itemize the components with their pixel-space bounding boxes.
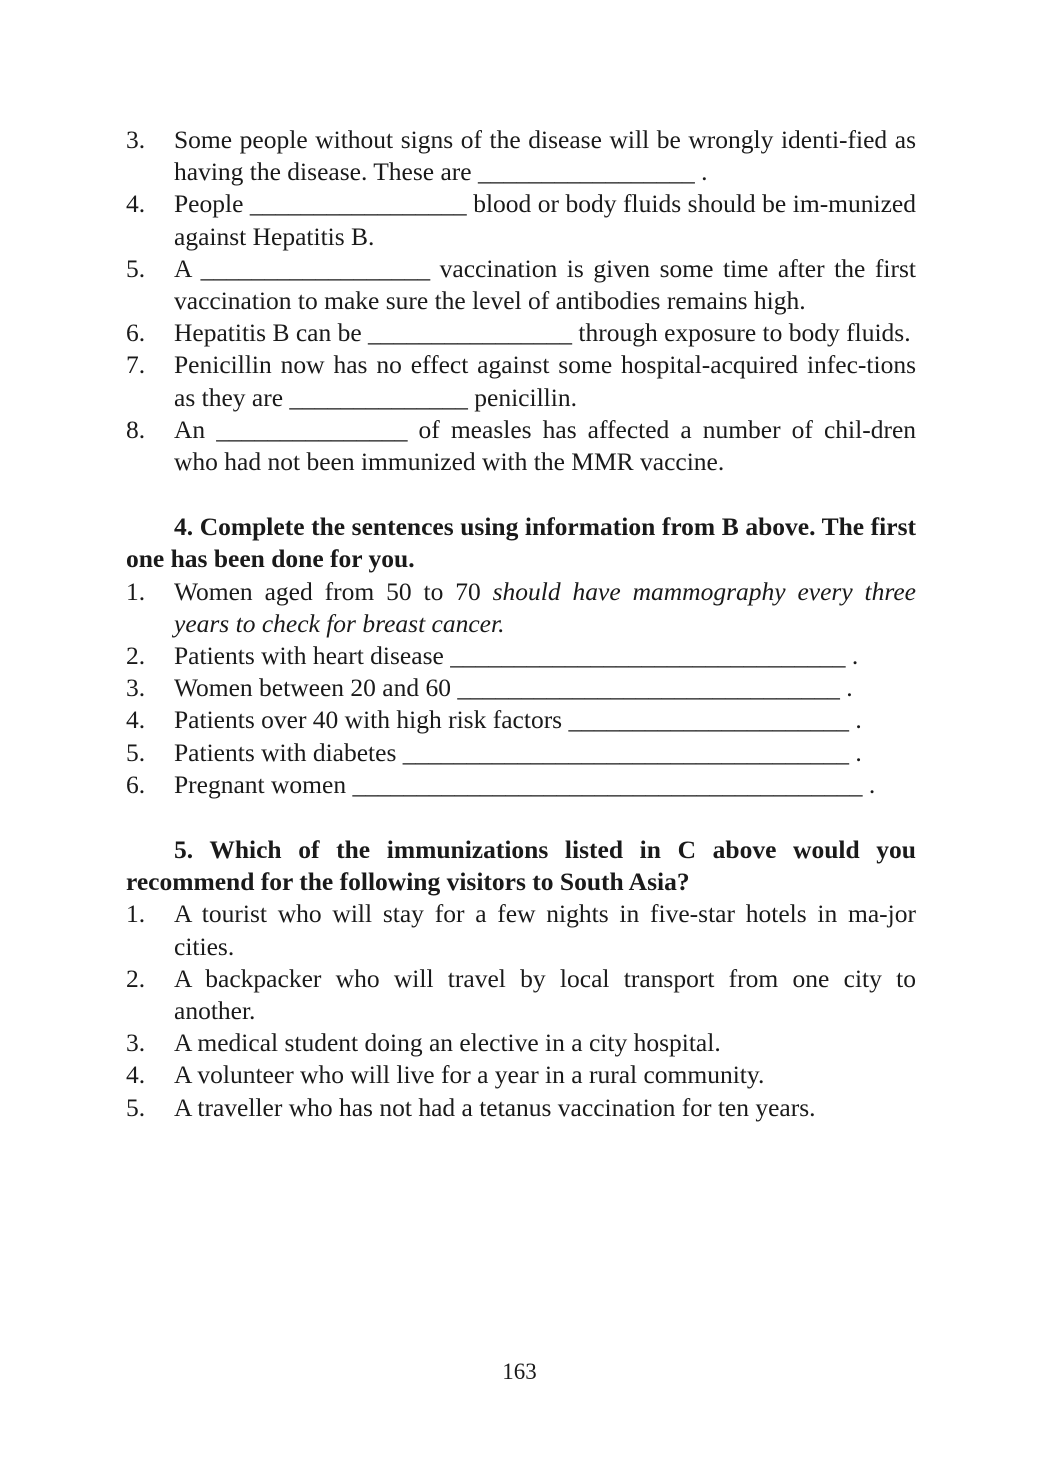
list-item (126, 769, 916, 801)
list-item (126, 963, 916, 1027)
list-item (126, 1027, 916, 1059)
item-number: 4. (126, 705, 146, 735)
list-item (126, 349, 916, 413)
list-item (126, 188, 916, 252)
blank-line: ___________________________________ . (402, 737, 862, 767)
item-number: 5. (126, 1092, 146, 1122)
item-number: 4. (126, 189, 146, 219)
blank-line: _________________ (249, 189, 467, 219)
example-answer: should have mammography every three years to check for breast cancer. (174, 576, 917, 638)
blank-line: ______________________ . (568, 705, 862, 735)
item-number: 2. (126, 963, 146, 993)
list-item (126, 704, 916, 736)
list-item (126, 672, 916, 704)
exercise-4-heading: 4. Complete the sentences using information from B above. The first one has been done for you. (126, 512, 916, 574)
blank-line: _________________ (478, 157, 695, 187)
blank-line: ______________________________ . (457, 673, 853, 703)
item-number: 5. (126, 737, 146, 767)
item-number: 3. (126, 125, 146, 154)
item-text: A __________________ vaccination is given some time after the first vaccination to make sure the level of antibodies remains high. (174, 253, 916, 316)
item-number: 3. (126, 673, 146, 703)
list-item (126, 124, 916, 188)
item-text: A traveller who has not had a tetanus vaccination for ten years. (174, 1092, 816, 1122)
item-number: 4. (126, 1060, 146, 1090)
item-text: Women between 20 and 60 ______________________________ . (174, 673, 853, 703)
blank-line: ________________________________________ . (352, 769, 876, 799)
item-text: A medical student doing an elective in a city hospital. (174, 1028, 721, 1058)
item-text: Penicillin now has no effect against some hospital-acquired infec-tions as they are ______________ penicillin. (174, 350, 916, 412)
exercise-5-list (126, 898, 916, 1123)
list-item-example (126, 576, 916, 640)
item-text: Patients over 40 with high risk factors ______________________ . (174, 705, 862, 735)
item-text: A volunteer who will live for a year in a rural community. (174, 1060, 765, 1090)
item-text: Pregnant women ________________________________________ . (174, 769, 876, 799)
item-number: 1. (126, 899, 146, 929)
list-item (126, 737, 916, 769)
list-item (126, 1059, 916, 1091)
item-text: A tourist who will stay for a few nights in five-star hotels in ma-jor cities. (174, 899, 916, 961)
item-number: 8. (126, 414, 146, 444)
blank-line: ________________ (368, 318, 573, 348)
list-item (126, 414, 916, 478)
page-content (126, 124, 916, 1124)
item-text: Some people without signs of the disease will be wrongly identi-fied as having the disease. These are _________________ . (174, 125, 916, 187)
item-number: 6. (126, 318, 146, 348)
blank-line: _______________ (216, 414, 408, 444)
blank-line: ______________ (289, 382, 468, 412)
item-text: A backpacker who will travel by local transport from one city to another. (174, 963, 916, 1026)
blank-line: _______________________________ . (450, 641, 859, 671)
item-number: 2. (126, 641, 146, 671)
blank-line: __________________ (200, 253, 431, 283)
item-text: People _________________ blood or body fluids should be im-munized against Hepatitis B. (174, 189, 916, 251)
exercise-4-list (126, 576, 916, 801)
item-text: An _______________ of measles has affected a number of chil-dren who had not been immunized with the MMR vaccine. (174, 414, 917, 477)
item-text: Patients with diabetes ___________________________________ . (174, 737, 862, 767)
item-text: Patients with heart disease _______________________________ . (174, 641, 859, 671)
item-number: 6. (126, 769, 146, 799)
list-item (126, 898, 916, 962)
exercise-3-list (126, 124, 916, 478)
item-text: Women aged from 50 to 70 should have mammography every three years to check for breast cancer. (174, 576, 917, 638)
page-number: 163 (502, 1359, 537, 1384)
list-item (126, 317, 916, 349)
list-item (126, 640, 916, 672)
item-number: 7. (126, 350, 146, 380)
list-item (126, 253, 916, 317)
item-number: 1. (126, 576, 146, 606)
item-number: 3. (126, 1028, 146, 1058)
item-text: Hepatitis B can be ________________ through exposure to body fluids. (174, 318, 911, 348)
exercise-5-heading: 5. Which of the immunizations listed in C above would you recommend for the following visitors to South Asia? (126, 835, 916, 897)
item-number: 5. (126, 253, 146, 283)
list-item (126, 1092, 916, 1124)
